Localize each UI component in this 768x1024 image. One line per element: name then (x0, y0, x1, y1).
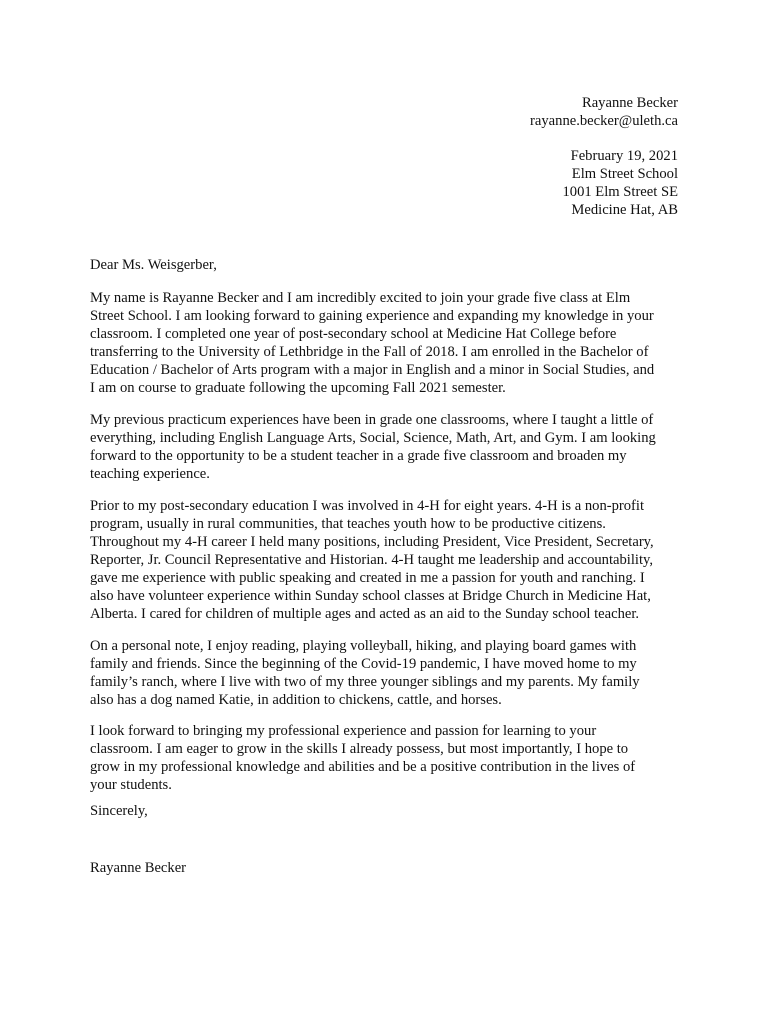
paragraph-line: Prior to my post-secondary education I was involved in 4-H for eight years. 4-H is a non-profit (90, 498, 645, 514)
sender-block (530, 94, 678, 130)
paragraph-line: teaching experience. (90, 466, 210, 482)
paragraph-line: On a personal note, I enjoy reading, playing volleyball, hiking, and playing board games with (90, 638, 637, 654)
closing: Sincerely, (90, 803, 148, 819)
paragraph-line: Reporter, Jr. Council Representative and Historian. 4-H taught me leadership and accountability, (90, 552, 654, 568)
paragraph-line: forward to the opportunity to be a student teacher in a grade five classroom and broaden my (90, 448, 627, 464)
paragraph-line: family’s ranch, where I live with two of my three younger siblings and my parents. My family (90, 674, 640, 690)
paragraph-line: program, usually in rural communities, that teaches youth how to be productive citizens. (90, 516, 606, 532)
recipient-street: 1001 Elm Street SE (562, 184, 678, 200)
paragraph-line: Education / Bachelor of Arts program with a major in English and a minor in Social Studies, and (90, 362, 655, 378)
paragraph-line: classroom. I am eager to grow in the skills I already possess, but most importantly, I hope to (90, 741, 629, 757)
paragraph-line: I look forward to bringing my professional experience and passion for learning to your (90, 723, 597, 739)
paragraph-line: Alberta. I cared for children of multiple ages and acted as an aid to the Sunday school teacher. (90, 606, 640, 622)
paragraph-introduction (90, 289, 700, 397)
paragraph-line: everything, including English Language Arts, Social, Science, Math, Art, and Gym. I am looking (90, 430, 656, 446)
paragraph-line: My name is Rayanne Becker and I am incredibly excited to join your grade five class at Elm (90, 290, 631, 306)
sender-name: Rayanne Becker (581, 95, 678, 111)
paragraph-4h-experience (90, 497, 700, 623)
recipient-school: Elm Street School (571, 166, 678, 182)
signature-name: Rayanne Becker (90, 860, 187, 876)
recipient-city: Medicine Hat, AB (571, 202, 678, 218)
paragraph-line: My previous practicum experiences have been in grade one classrooms, where I taught a little of (90, 412, 654, 428)
paragraph-line: also has a dog named Katie, in addition to chickens, cattle, and horses. (90, 692, 502, 708)
paragraph-conclusion (90, 722, 700, 794)
paragraph-line: classroom. I completed one year of post-secondary school at Medicine Hat College before (90, 326, 617, 342)
sender-email: rayanne.becker@uleth.ca (530, 113, 678, 129)
paragraph-practicum (90, 411, 700, 483)
letter-date: February 19, 2021 (570, 148, 678, 164)
recipient-block (562, 147, 678, 219)
paragraph-line: Throughout my 4-H career I held many positions, including President, Vice President, Secretary, (90, 534, 654, 550)
paragraph-line: gave me experience with public speaking and created in me a passion for youth and ranching. I (90, 570, 645, 586)
salutation: Dear Ms. Weisgerber, (90, 257, 217, 273)
paragraph-personal-note (90, 637, 700, 709)
paragraph-line: also have volunteer experience within Sunday school classes at Bridge Church in Medicine Hat, (90, 588, 651, 604)
paragraph-line: I am on course to graduate following the upcoming Fall 2021 semester. (90, 380, 506, 396)
paragraph-line: Street School. I am looking forward to gaining experience and expanding my knowledge in your (90, 308, 654, 324)
paragraph-line: grow in my professional knowledge and abilities and be a positive contribution in the lives of (90, 759, 636, 775)
paragraph-line: your students. (90, 777, 172, 793)
paragraph-line: family and friends. Since the beginning of the Covid-19 pandemic, I have moved home to my (90, 656, 637, 672)
paragraph-line: transferring to the University of Lethbridge in the Fall of 2018. I am enrolled in the Bachelor of (90, 344, 649, 360)
